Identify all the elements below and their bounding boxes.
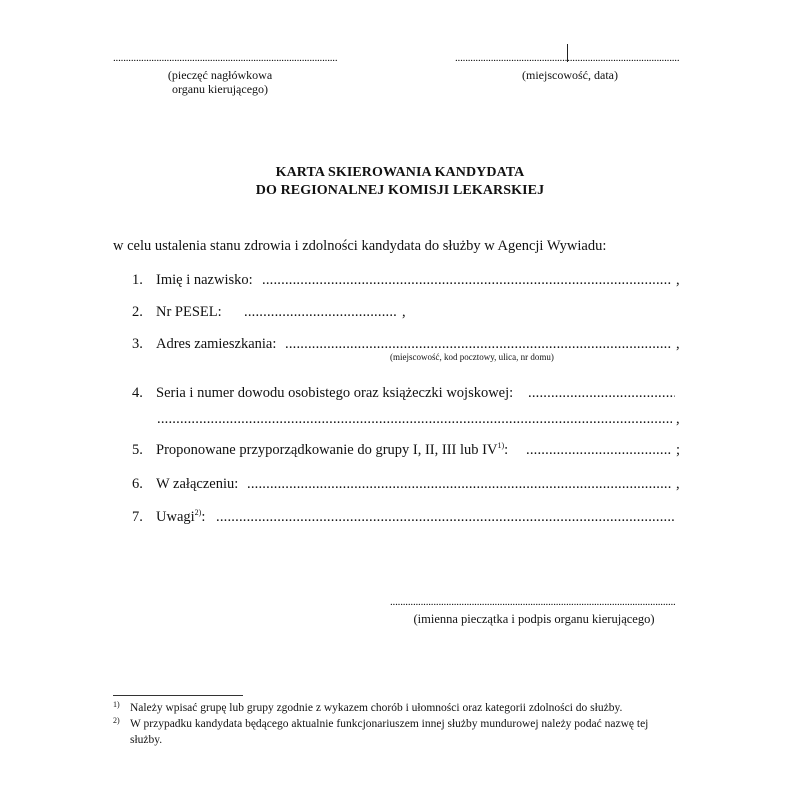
item-proposed-group <box>132 440 508 460</box>
item-pesel <box>132 302 222 322</box>
item-number: 6. <box>132 476 143 492</box>
document-title-line1: KARTA SKIEROWANIA KANDYDATA <box>275 165 525 180</box>
footnote-ref-2: 2) <box>194 508 202 518</box>
remarks-field[interactable] <box>216 507 676 527</box>
item-end-punct: , <box>676 411 680 427</box>
item-end-punct: , <box>676 272 680 288</box>
item-label: Seria i numer dowodu osobistego oraz książeczki wojskowej: <box>156 385 514 401</box>
item-end-punct: , <box>402 304 406 320</box>
item-number: 7. <box>132 509 143 525</box>
footnote-mark: 2) <box>113 716 120 725</box>
address-field[interactable] <box>285 334 672 354</box>
footnote-text: W przypadku kandydata będącego aktualnie funkcjonariuszem innej służby mundurowej należy podać nazwę tej służby. <box>130 718 649 746</box>
item-label: Nr PESEL: <box>156 304 222 320</box>
item-number: 4. <box>132 385 143 401</box>
item-label: Uwagi <box>156 509 195 525</box>
item-address <box>132 334 276 354</box>
item-number: 1. <box>132 272 143 288</box>
footnote-mark: 1) <box>113 700 120 709</box>
stamp-caption <box>130 68 310 96</box>
footnote-text: Należy wpisać grupę lub grupy zgodnie z wykazem chorób i ułomności oraz kategorii zdolności do służby. <box>130 702 623 714</box>
footnote-separator <box>113 695 243 696</box>
item-end-punct: , <box>676 336 680 352</box>
full-name-field[interactable] <box>262 270 672 290</box>
text-cursor <box>567 44 568 62</box>
proposed-group-field[interactable] <box>526 440 672 460</box>
pesel-field[interactable] <box>244 302 398 322</box>
footnote-2 <box>113 716 683 748</box>
id-documents-field[interactable] <box>528 383 675 403</box>
stamp-caption-line2: organu kierującego) <box>171 82 269 96</box>
signature-dotted-line[interactable] <box>390 596 676 608</box>
item-end-punct: , <box>676 476 680 492</box>
item-label: Imię i nazwisko: <box>156 272 253 288</box>
item-label: Proponowane przyporządkowanie do grupy I, II, III lub IV <box>156 442 498 458</box>
footnote-1 <box>113 700 683 716</box>
attachments-field[interactable] <box>247 474 672 494</box>
stamp-caption-line1: (pieczęć nagłówkowa <box>167 68 273 82</box>
item-colon: : <box>504 442 509 458</box>
item-number: 3. <box>132 336 143 352</box>
footnote-ref-1: 1) <box>497 441 505 451</box>
address-field-hint: (miejscowość, kod pocztowy, ulica, nr domu) <box>390 352 554 362</box>
intro-text: w celu ustalenia stanu zdrowia i zdolności kandydata do służby w Agencji Wywiadu: <box>113 238 607 254</box>
stamp-dotted-line[interactable] <box>113 52 338 64</box>
signature-caption: (imienna pieczątka i podpis organu kierującego) <box>413 612 655 626</box>
document-title-line2: DO REGIONALNEJ KOMISJI LEKARSKIEJ <box>255 183 545 198</box>
item-label: W załączeniu: <box>156 476 239 492</box>
id-documents-field-line2[interactable] <box>157 409 672 429</box>
item-remarks <box>132 507 205 527</box>
item-attachments <box>132 474 238 494</box>
item-id-documents <box>132 383 513 403</box>
item-label: Adres zamieszkania: <box>156 336 277 352</box>
item-number: 5. <box>132 442 143 458</box>
item-colon: : <box>201 509 206 525</box>
place-date-caption: (miejscowość, data) <box>522 68 618 82</box>
item-full-name <box>132 270 253 290</box>
item-number: 2. <box>132 304 143 320</box>
item-end-punct: ; <box>676 442 681 458</box>
